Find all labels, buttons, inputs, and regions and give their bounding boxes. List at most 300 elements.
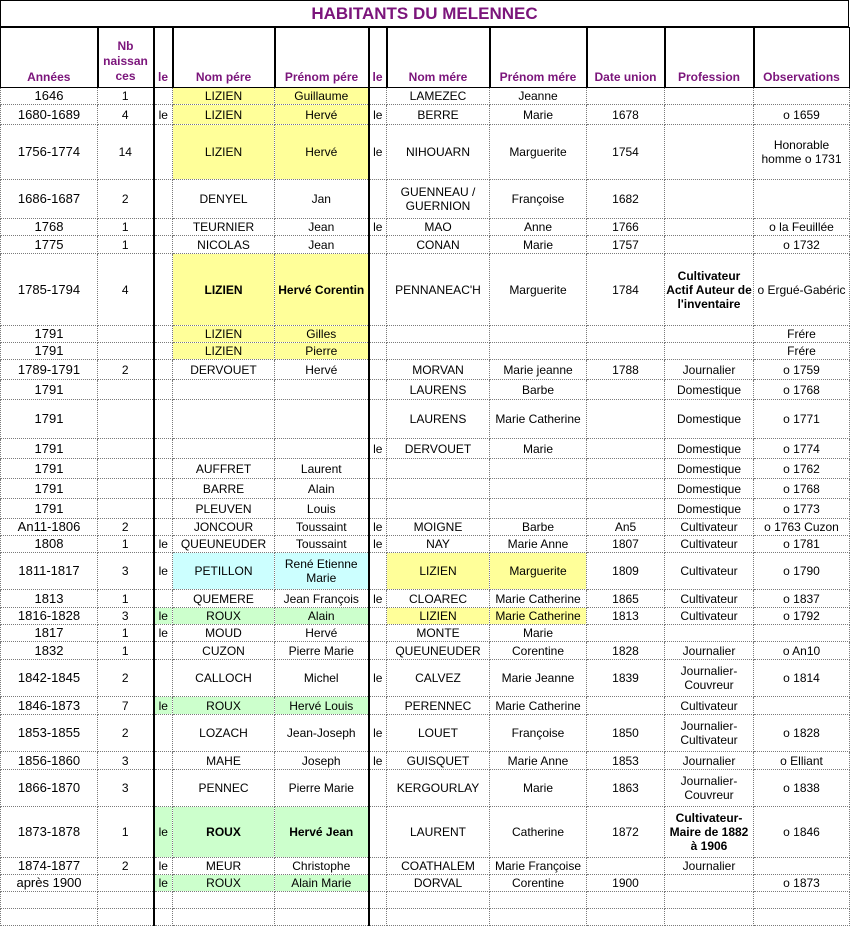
cell-observations[interactable]: o 1732 bbox=[754, 236, 850, 254]
cell-prenom-mere[interactable]: Corentine bbox=[490, 875, 587, 892]
cell-nb[interactable] bbox=[98, 380, 154, 400]
cell-le-mere[interactable]: le bbox=[369, 519, 387, 536]
cell-nom-mere[interactable]: MORVAN bbox=[387, 360, 490, 380]
cell-le-mere[interactable]: le bbox=[369, 715, 387, 752]
cell-le-mere[interactable] bbox=[369, 909, 387, 926]
cell-nb[interactable]: 3 bbox=[98, 608, 154, 625]
cell-nom-mere[interactable]: PENNANEAC'H bbox=[387, 254, 490, 326]
cell-le-pere[interactable] bbox=[154, 180, 173, 219]
cell-annees[interactable]: 1811-1817 bbox=[1, 553, 98, 590]
cell-profession[interactable] bbox=[665, 326, 754, 343]
cell-nb[interactable] bbox=[98, 439, 154, 459]
cell-prenom-mere[interactable]: Marguerite bbox=[490, 254, 587, 326]
cell-prenom-mere[interactable] bbox=[490, 479, 587, 499]
cell-le-mere[interactable]: le bbox=[369, 125, 387, 180]
cell-date-union[interactable] bbox=[587, 400, 665, 439]
cell-prenom-pere[interactable]: Pierre Marie bbox=[275, 770, 369, 807]
cell-nom-mere[interactable]: MONTE bbox=[387, 625, 490, 642]
cell-date-union[interactable] bbox=[587, 479, 665, 499]
cell-nb[interactable]: 3 bbox=[98, 553, 154, 590]
cell-profession[interactable] bbox=[665, 343, 754, 360]
cell-prenom-mere[interactable]: Marie Françoise bbox=[490, 858, 587, 875]
cell-prenom-pere[interactable]: Gilles bbox=[275, 326, 369, 343]
cell-nom-mere[interactable]: MOIGNE bbox=[387, 519, 490, 536]
cell-annees[interactable]: 1873-1878 bbox=[1, 807, 98, 858]
cell-nom-pere[interactable]: LIZIEN bbox=[173, 254, 275, 326]
cell-prenom-pere[interactable]: Guillaume bbox=[275, 88, 369, 105]
cell-nb[interactable] bbox=[98, 875, 154, 892]
cell-observations[interactable]: o 1781 bbox=[754, 536, 850, 553]
cell-prenom-pere[interactable] bbox=[275, 439, 369, 459]
cell-prenom-mere[interactable]: Marguerite bbox=[490, 553, 587, 590]
cell-nom-pere[interactable]: MAHE bbox=[173, 752, 275, 770]
cell-nom-mere[interactable]: NIHOUARN bbox=[387, 125, 490, 180]
cell-prenom-mere[interactable] bbox=[490, 909, 587, 926]
cell-nom-pere[interactable]: CUZON bbox=[173, 642, 275, 660]
cell-nom-pere[interactable]: AUFFRET bbox=[173, 459, 275, 479]
cell-observations[interactable]: o An10 bbox=[754, 642, 850, 660]
cell-le-mere[interactable] bbox=[369, 892, 387, 909]
cell-nom-pere[interactable]: LIZIEN bbox=[173, 105, 275, 125]
cell-le-mere[interactable] bbox=[369, 326, 387, 343]
cell-observations[interactable]: o 1828 bbox=[754, 715, 850, 752]
cell-prenom-pere[interactable]: Pierre Marie bbox=[275, 642, 369, 660]
cell-date-union[interactable]: 1853 bbox=[587, 752, 665, 770]
cell-date-union[interactable] bbox=[587, 343, 665, 360]
cell-prenom-pere[interactable]: Hervé Louis bbox=[275, 697, 369, 715]
cell-annees[interactable] bbox=[1, 909, 98, 926]
cell-annees[interactable]: 1791 bbox=[1, 459, 98, 479]
cell-le-mere[interactable] bbox=[369, 625, 387, 642]
cell-prenom-pere[interactable] bbox=[275, 892, 369, 909]
cell-annees[interactable]: 1856-1860 bbox=[1, 752, 98, 770]
cell-prenom-mere[interactable]: Barbe bbox=[490, 380, 587, 400]
cell-annees[interactable]: 1846-1873 bbox=[1, 697, 98, 715]
cell-nom-mere[interactable]: LAURENT bbox=[387, 807, 490, 858]
cell-annees[interactable]: 1791 bbox=[1, 499, 98, 519]
cell-le-mere[interactable] bbox=[369, 608, 387, 625]
cell-le-mere[interactable]: le bbox=[369, 660, 387, 697]
cell-nom-mere[interactable] bbox=[387, 909, 490, 926]
cell-nb[interactable] bbox=[98, 326, 154, 343]
cell-le-pere[interactable] bbox=[154, 479, 173, 499]
cell-le-pere[interactable]: le bbox=[154, 625, 173, 642]
cell-prenom-mere[interactable]: Corentine bbox=[490, 642, 587, 660]
cell-prenom-pere[interactable]: Louis bbox=[275, 499, 369, 519]
cell-le-pere[interactable]: le bbox=[154, 553, 173, 590]
cell-nb[interactable]: 1 bbox=[98, 590, 154, 608]
cell-observations[interactable]: o 1768 bbox=[754, 479, 850, 499]
cell-nb[interactable] bbox=[98, 343, 154, 360]
cell-le-pere[interactable] bbox=[154, 499, 173, 519]
cell-nom-pere[interactable]: ROUX bbox=[173, 807, 275, 858]
cell-profession[interactable] bbox=[665, 892, 754, 909]
cell-nom-mere[interactable]: BERRE bbox=[387, 105, 490, 125]
cell-date-union[interactable]: 1828 bbox=[587, 642, 665, 660]
cell-nom-mere[interactable]: NAY bbox=[387, 536, 490, 553]
cell-observations[interactable]: o 1659 bbox=[754, 105, 850, 125]
cell-le-mere[interactable]: le bbox=[369, 590, 387, 608]
cell-observations[interactable]: o 1763 Cuzon bbox=[754, 519, 850, 536]
cell-nb[interactable]: 2 bbox=[98, 715, 154, 752]
cell-profession[interactable] bbox=[665, 909, 754, 926]
cell-nb[interactable]: 1 bbox=[98, 536, 154, 553]
cell-prenom-pere[interactable] bbox=[275, 909, 369, 926]
cell-profession[interactable]: Journalier-Couvreur bbox=[665, 660, 754, 697]
cell-prenom-pere[interactable]: Jean bbox=[275, 236, 369, 254]
cell-prenom-mere[interactable]: Anne bbox=[490, 219, 587, 236]
cell-nom-pere[interactable]: PETILLON bbox=[173, 553, 275, 590]
cell-prenom-mere[interactable]: Françoise bbox=[490, 180, 587, 219]
cell-prenom-mere[interactable] bbox=[490, 499, 587, 519]
cell-nom-mere[interactable] bbox=[387, 479, 490, 499]
cell-nom-mere[interactable]: LIZIEN bbox=[387, 608, 490, 625]
cell-le-pere[interactable] bbox=[154, 380, 173, 400]
cell-date-union[interactable] bbox=[587, 439, 665, 459]
cell-nom-mere[interactable]: GUISQUET bbox=[387, 752, 490, 770]
cell-nom-pere[interactable]: MEUR bbox=[173, 858, 275, 875]
cell-observations[interactable] bbox=[754, 909, 850, 926]
cell-observations[interactable] bbox=[754, 180, 850, 219]
cell-profession[interactable]: Journalier bbox=[665, 360, 754, 380]
cell-prenom-pere[interactable]: René Etienne Marie bbox=[275, 553, 369, 590]
cell-le-mere[interactable] bbox=[369, 360, 387, 380]
cell-nb[interactable]: 7 bbox=[98, 697, 154, 715]
cell-annees[interactable]: 1791 bbox=[1, 479, 98, 499]
cell-profession[interactable]: Cultivateur bbox=[665, 536, 754, 553]
cell-date-union[interactable] bbox=[587, 909, 665, 926]
cell-date-union[interactable]: 1872 bbox=[587, 807, 665, 858]
cell-annees[interactable]: 1791 bbox=[1, 326, 98, 343]
cell-profession[interactable]: Cultivateur bbox=[665, 697, 754, 715]
cell-nb[interactable]: 1 bbox=[98, 625, 154, 642]
cell-date-union[interactable]: 1678 bbox=[587, 105, 665, 125]
cell-annees[interactable]: 1756-1774 bbox=[1, 125, 98, 180]
cell-date-union[interactable]: 1863 bbox=[587, 770, 665, 807]
cell-le-mere[interactable] bbox=[369, 875, 387, 892]
cell-le-mere[interactable] bbox=[369, 180, 387, 219]
cell-prenom-pere[interactable]: Toussaint bbox=[275, 536, 369, 553]
cell-le-pere[interactable] bbox=[154, 439, 173, 459]
cell-prenom-pere[interactable]: Jean François bbox=[275, 590, 369, 608]
cell-nom-pere[interactable]: JONCOUR bbox=[173, 519, 275, 536]
cell-profession[interactable]: Domestique bbox=[665, 439, 754, 459]
cell-date-union[interactable]: 1900 bbox=[587, 875, 665, 892]
header-profession[interactable]: Profession bbox=[665, 28, 754, 88]
cell-nom-pere[interactable] bbox=[173, 400, 275, 439]
cell-profession[interactable]: Domestique bbox=[665, 459, 754, 479]
cell-date-union[interactable]: 1784 bbox=[587, 254, 665, 326]
cell-prenom-mere[interactable] bbox=[490, 343, 587, 360]
cell-nom-mere[interactable]: KERGOURLAY bbox=[387, 770, 490, 807]
cell-nom-mere[interactable] bbox=[387, 326, 490, 343]
cell-annees[interactable]: 1791 bbox=[1, 380, 98, 400]
cell-profession[interactable] bbox=[665, 125, 754, 180]
cell-observations[interactable]: o 1759 bbox=[754, 360, 850, 380]
cell-prenom-mere[interactable]: Barbe bbox=[490, 519, 587, 536]
cell-nom-pere[interactable]: NICOLAS bbox=[173, 236, 275, 254]
cell-nom-mere[interactable]: CALVEZ bbox=[387, 660, 490, 697]
cell-prenom-pere[interactable]: Toussaint bbox=[275, 519, 369, 536]
cell-nb[interactable]: 3 bbox=[98, 770, 154, 807]
cell-nb[interactable] bbox=[98, 909, 154, 926]
cell-observations[interactable]: o 1773 bbox=[754, 499, 850, 519]
cell-nom-mere[interactable]: QUEUNEUDER bbox=[387, 642, 490, 660]
cell-profession[interactable] bbox=[665, 88, 754, 105]
cell-observations[interactable]: o 1792 bbox=[754, 608, 850, 625]
cell-date-union[interactable]: 1754 bbox=[587, 125, 665, 180]
cell-prenom-pere[interactable]: Hervé bbox=[275, 105, 369, 125]
cell-prenom-mere[interactable]: Catherine bbox=[490, 807, 587, 858]
cell-prenom-pere[interactable]: Alain Marie bbox=[275, 875, 369, 892]
cell-profession[interactable] bbox=[665, 625, 754, 642]
cell-nb[interactable]: 14 bbox=[98, 125, 154, 180]
cell-nom-mere[interactable] bbox=[387, 459, 490, 479]
cell-observations[interactable] bbox=[754, 625, 850, 642]
cell-nom-pere[interactable]: ROUX bbox=[173, 875, 275, 892]
cell-le-mere[interactable] bbox=[369, 553, 387, 590]
cell-observations[interactable]: o 1837 bbox=[754, 590, 850, 608]
cell-date-union[interactable]: 1839 bbox=[587, 660, 665, 697]
cell-annees[interactable]: 1768 bbox=[1, 219, 98, 236]
cell-le-pere[interactable] bbox=[154, 892, 173, 909]
cell-observations[interactable] bbox=[754, 88, 850, 105]
cell-observations[interactable] bbox=[754, 697, 850, 715]
cell-nom-mere[interactable]: MAO bbox=[387, 219, 490, 236]
cell-nom-pere[interactable]: ROUX bbox=[173, 608, 275, 625]
cell-observations[interactable]: Honorable homme o 1731 bbox=[754, 125, 850, 180]
cell-prenom-pere[interactable] bbox=[275, 380, 369, 400]
cell-nb[interactable]: 1 bbox=[98, 219, 154, 236]
cell-nom-pere[interactable]: LOZACH bbox=[173, 715, 275, 752]
cell-profession[interactable]: Journalier bbox=[665, 858, 754, 875]
cell-observations[interactable]: o la Feuillée bbox=[754, 219, 850, 236]
header-nom-mere[interactable]: Nom mére bbox=[387, 28, 490, 88]
cell-date-union[interactable]: 1865 bbox=[587, 590, 665, 608]
cell-date-union[interactable]: 1813 bbox=[587, 608, 665, 625]
cell-prenom-pere[interactable]: Jean bbox=[275, 219, 369, 236]
cell-profession[interactable] bbox=[665, 875, 754, 892]
cell-profession[interactable]: Cultivateur-Maire de 1882 à 1906 bbox=[665, 807, 754, 858]
cell-le-mere[interactable] bbox=[369, 254, 387, 326]
cell-prenom-pere[interactable]: Jean-Joseph bbox=[275, 715, 369, 752]
cell-le-mere[interactable]: le bbox=[369, 219, 387, 236]
cell-profession[interactable]: Journalier-Cultivateur bbox=[665, 715, 754, 752]
cell-prenom-pere[interactable]: Joseph bbox=[275, 752, 369, 770]
cell-prenom-pere[interactable]: Hervé bbox=[275, 125, 369, 180]
cell-le-mere[interactable] bbox=[369, 642, 387, 660]
cell-le-pere[interactable] bbox=[154, 88, 173, 105]
cell-prenom-pere[interactable]: Hervé Jean bbox=[275, 807, 369, 858]
cell-le-pere[interactable] bbox=[154, 642, 173, 660]
cell-date-union[interactable]: An5 bbox=[587, 519, 665, 536]
cell-nom-mere[interactable]: PERENNEC bbox=[387, 697, 490, 715]
cell-nb[interactable]: 2 bbox=[98, 180, 154, 219]
cell-prenom-mere[interactable] bbox=[490, 892, 587, 909]
cell-le-mere[interactable]: le bbox=[369, 536, 387, 553]
cell-prenom-pere[interactable]: Jan bbox=[275, 180, 369, 219]
cell-observations[interactable]: o Elliant bbox=[754, 752, 850, 770]
cell-nom-pere[interactable]: QUEMERE bbox=[173, 590, 275, 608]
cell-le-pere[interactable]: le bbox=[154, 807, 173, 858]
cell-annees[interactable]: 1874-1877 bbox=[1, 858, 98, 875]
cell-le-mere[interactable] bbox=[369, 380, 387, 400]
cell-le-mere[interactable]: le bbox=[369, 752, 387, 770]
cell-prenom-mere[interactable]: Marie bbox=[490, 625, 587, 642]
cell-observations[interactable]: Frére bbox=[754, 343, 850, 360]
header-annees[interactable]: Années bbox=[1, 28, 98, 88]
cell-date-union[interactable] bbox=[587, 625, 665, 642]
header-observations[interactable]: Observations bbox=[754, 28, 850, 88]
cell-nom-pere[interactable]: LIZIEN bbox=[173, 343, 275, 360]
cell-date-union[interactable]: 1766 bbox=[587, 219, 665, 236]
cell-le-pere[interactable] bbox=[154, 360, 173, 380]
cell-le-pere[interactable]: le bbox=[154, 697, 173, 715]
cell-profession[interactable]: Domestique bbox=[665, 400, 754, 439]
cell-annees[interactable]: 1646 bbox=[1, 88, 98, 105]
cell-le-pere[interactable] bbox=[154, 715, 173, 752]
cell-observations[interactable]: o 1838 bbox=[754, 770, 850, 807]
cell-nom-mere[interactable]: GUENNEAU / GUERNION bbox=[387, 180, 490, 219]
cell-annees[interactable]: 1816-1828 bbox=[1, 608, 98, 625]
cell-le-pere[interactable] bbox=[154, 343, 173, 360]
header-nb-naissances[interactable]: Nb naissan ces bbox=[98, 28, 154, 88]
cell-le-pere[interactable] bbox=[154, 519, 173, 536]
cell-le-mere[interactable] bbox=[369, 499, 387, 519]
cell-le-pere[interactable] bbox=[154, 770, 173, 807]
cell-profession[interactable]: Cultivateur bbox=[665, 553, 754, 590]
cell-prenom-mere[interactable]: Marie Jeanne bbox=[490, 660, 587, 697]
cell-prenom-mere[interactable]: Marie Catherine bbox=[490, 608, 587, 625]
cell-nom-mere[interactable] bbox=[387, 343, 490, 360]
cell-nom-pere[interactable] bbox=[173, 439, 275, 459]
cell-prenom-mere[interactable]: Marie Anne bbox=[490, 752, 587, 770]
cell-nom-pere[interactable] bbox=[173, 892, 275, 909]
cell-date-union[interactable] bbox=[587, 326, 665, 343]
cell-observations[interactable]: o 1814 bbox=[754, 660, 850, 697]
cell-prenom-mere[interactable]: Marie Catherine bbox=[490, 697, 587, 715]
cell-nom-mere[interactable]: LIZIEN bbox=[387, 553, 490, 590]
cell-nom-pere[interactable]: BARRE bbox=[173, 479, 275, 499]
cell-observations[interactable]: o 1790 bbox=[754, 553, 850, 590]
cell-prenom-mere[interactable]: Marie bbox=[490, 236, 587, 254]
cell-le-mere[interactable] bbox=[369, 343, 387, 360]
cell-profession[interactable] bbox=[665, 180, 754, 219]
cell-date-union[interactable] bbox=[587, 858, 665, 875]
cell-nom-mere[interactable]: CONAN bbox=[387, 236, 490, 254]
header-date-union[interactable]: Date union bbox=[587, 28, 665, 88]
cell-date-union[interactable] bbox=[587, 892, 665, 909]
cell-nom-pere[interactable]: LIZIEN bbox=[173, 326, 275, 343]
cell-le-pere[interactable] bbox=[154, 590, 173, 608]
cell-le-pere[interactable] bbox=[154, 254, 173, 326]
cell-profession[interactable]: Domestique bbox=[665, 499, 754, 519]
cell-profession[interactable]: Cultivateur bbox=[665, 608, 754, 625]
cell-nom-mere[interactable]: COATHALEM bbox=[387, 858, 490, 875]
cell-annees[interactable]: 1686-1687 bbox=[1, 180, 98, 219]
cell-annees[interactable]: 1791 bbox=[1, 343, 98, 360]
cell-le-mere[interactable] bbox=[369, 236, 387, 254]
cell-nb[interactable]: 4 bbox=[98, 105, 154, 125]
cell-profession[interactable]: Cultivateur bbox=[665, 519, 754, 536]
cell-nom-pere[interactable] bbox=[173, 909, 275, 926]
cell-nb[interactable] bbox=[98, 479, 154, 499]
cell-annees[interactable]: après 1900 bbox=[1, 875, 98, 892]
cell-prenom-pere[interactable]: Hervé Corentin bbox=[275, 254, 369, 326]
cell-nom-pere[interactable]: PLEUVEN bbox=[173, 499, 275, 519]
cell-prenom-mere[interactable]: Marie Anne bbox=[490, 536, 587, 553]
cell-le-mere[interactable] bbox=[369, 88, 387, 105]
cell-profession[interactable]: Domestique bbox=[665, 479, 754, 499]
cell-nom-mere[interactable]: LOUET bbox=[387, 715, 490, 752]
header-prenom-mere[interactable]: Prénom mére bbox=[490, 28, 587, 88]
cell-le-pere[interactable] bbox=[154, 125, 173, 180]
cell-prenom-mere[interactable]: Marie bbox=[490, 770, 587, 807]
cell-le-pere[interactable] bbox=[154, 236, 173, 254]
cell-nom-mere[interactable]: CLOAREC bbox=[387, 590, 490, 608]
cell-nom-pere[interactable]: MOUD bbox=[173, 625, 275, 642]
cell-prenom-mere[interactable]: Françoise bbox=[490, 715, 587, 752]
cell-annees[interactable]: 1808 bbox=[1, 536, 98, 553]
header-le-pere[interactable]: le bbox=[154, 28, 173, 88]
cell-le-pere[interactable]: le bbox=[154, 875, 173, 892]
cell-date-union[interactable] bbox=[587, 380, 665, 400]
cell-annees[interactable]: 1775 bbox=[1, 236, 98, 254]
cell-prenom-mere[interactable]: Marie Catherine bbox=[490, 400, 587, 439]
cell-prenom-pere[interactable]: Alain bbox=[275, 608, 369, 625]
cell-nb[interactable] bbox=[98, 400, 154, 439]
cell-le-mere[interactable] bbox=[369, 697, 387, 715]
cell-profession[interactable]: Cultivateur bbox=[665, 590, 754, 608]
cell-nom-pere[interactable] bbox=[173, 380, 275, 400]
cell-date-union[interactable] bbox=[587, 88, 665, 105]
cell-profession[interactable]: Domestique bbox=[665, 380, 754, 400]
header-le-mere[interactable]: le bbox=[369, 28, 387, 88]
cell-profession[interactable] bbox=[665, 236, 754, 254]
cell-prenom-pere[interactable]: Pierre bbox=[275, 343, 369, 360]
cell-annees[interactable]: 1791 bbox=[1, 400, 98, 439]
cell-date-union[interactable]: 1807 bbox=[587, 536, 665, 553]
cell-annees[interactable]: 1817 bbox=[1, 625, 98, 642]
cell-date-union[interactable]: 1682 bbox=[587, 180, 665, 219]
cell-observations[interactable] bbox=[754, 858, 850, 875]
cell-observations[interactable]: o Ergué-Gabéric bbox=[754, 254, 850, 326]
cell-observations[interactable]: o 1768 bbox=[754, 380, 850, 400]
cell-observations[interactable]: Frére bbox=[754, 326, 850, 343]
cell-date-union[interactable]: 1850 bbox=[587, 715, 665, 752]
cell-annees[interactable]: 1813 bbox=[1, 590, 98, 608]
cell-nb[interactable]: 1 bbox=[98, 236, 154, 254]
cell-nom-mere[interactable]: LAMEZEC bbox=[387, 88, 490, 105]
cell-prenom-mere[interactable]: Marie Catherine bbox=[490, 590, 587, 608]
cell-profession[interactable] bbox=[665, 105, 754, 125]
cell-observations[interactable]: o 1873 bbox=[754, 875, 850, 892]
cell-date-union[interactable]: 1757 bbox=[587, 236, 665, 254]
cell-le-pere[interactable] bbox=[154, 660, 173, 697]
cell-nom-mere[interactable] bbox=[387, 499, 490, 519]
cell-nom-pere[interactable]: DENYEL bbox=[173, 180, 275, 219]
cell-nom-pere[interactable]: QUEUNEUDER bbox=[173, 536, 275, 553]
cell-observations[interactable]: o 1762 bbox=[754, 459, 850, 479]
cell-nom-pere[interactable]: CALLOCH bbox=[173, 660, 275, 697]
header-nom-pere[interactable]: Nom pére bbox=[173, 28, 275, 88]
cell-prenom-pere[interactable]: Laurent bbox=[275, 459, 369, 479]
cell-date-union[interactable] bbox=[587, 459, 665, 479]
cell-le-pere[interactable] bbox=[154, 459, 173, 479]
cell-nom-mere[interactable] bbox=[387, 892, 490, 909]
cell-date-union[interactable] bbox=[587, 697, 665, 715]
cell-le-mere[interactable] bbox=[369, 770, 387, 807]
